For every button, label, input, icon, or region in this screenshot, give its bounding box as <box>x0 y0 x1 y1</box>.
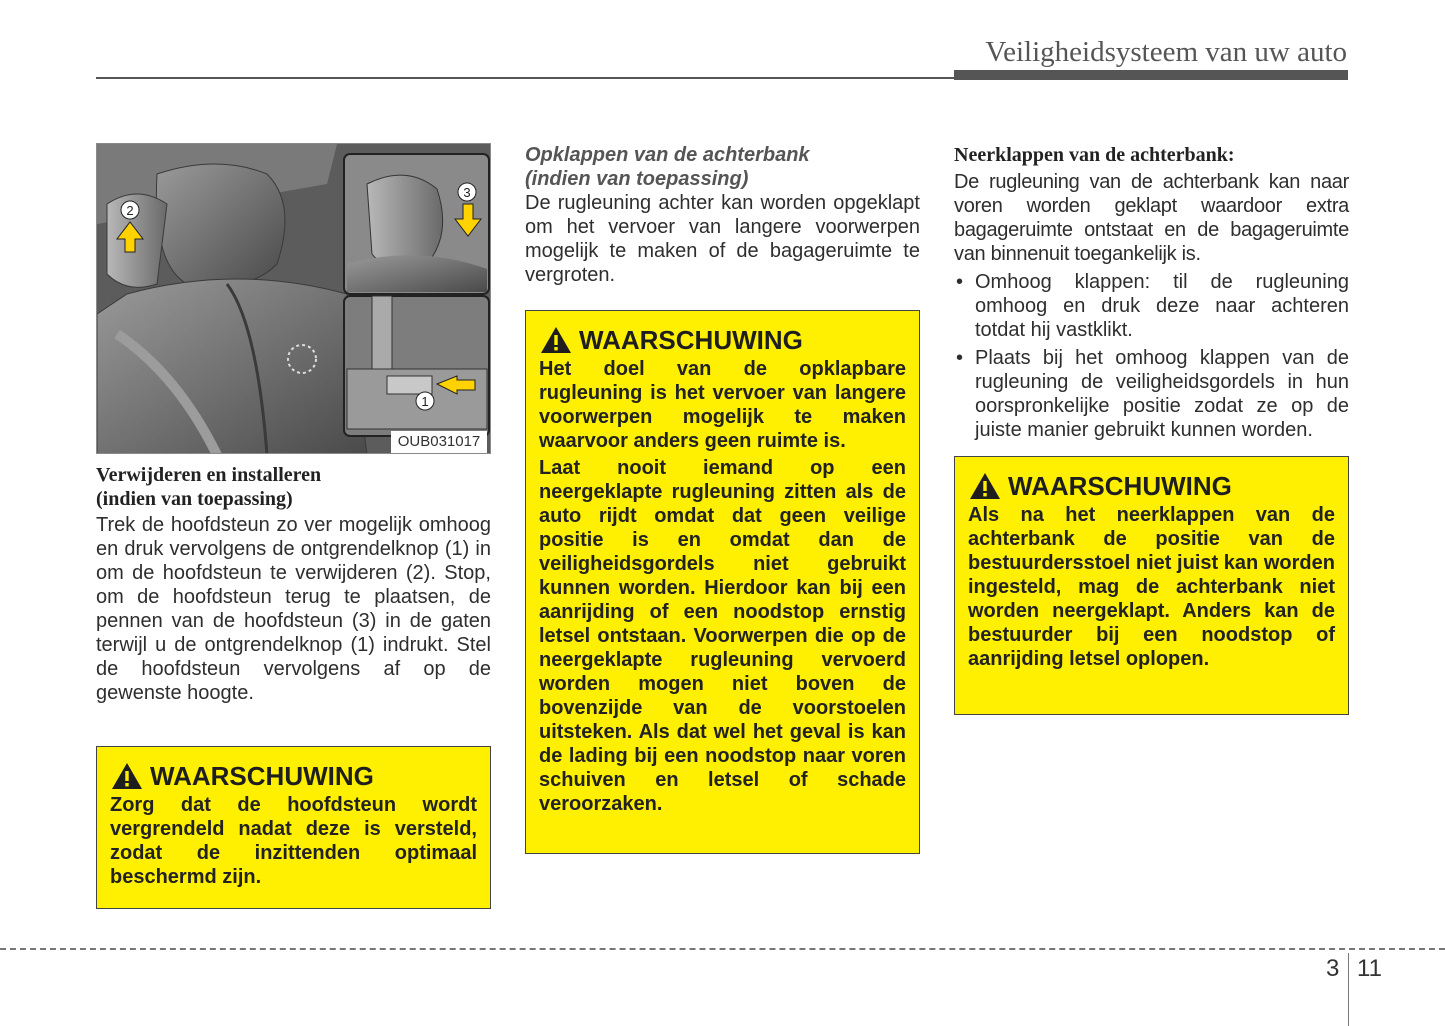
headrest-body: Trek de hoofdsteun zo ver mogelijk omhoog en druk vervolgens de ontgrendelknop (1) in om de hoofdsteun te verwijderen (2). Stop, om de hoofdsteun terug te plaatsen, de pennen van de hoofdsteun (3) in de gaten terwijl u de ontgrendelknop (1) indrukt. Stel de hoofdsteun vervolgens af op de gewenste hoogte. <box>96 514 491 704</box>
warning-text: Als na het neerklappen van de achterbank de positie van de bestuurdersstoel niet juist kan worden ingesteld, mag de achterbank niet worden neergeklapt. Anders kan de bestuurder bij een noodstop of aanrijding letsel oplopen. <box>968 504 1335 670</box>
headrest-heading-line1: Verwijderen en installeren <box>96 464 322 486</box>
column-left <box>96 143 491 705</box>
warning-title: WAARSCHUWING <box>579 325 803 355</box>
fold-up-heading <box>525 143 920 191</box>
warning-title: WAARSCHUWING <box>1008 471 1232 501</box>
footer-dashed-rule <box>0 948 1445 950</box>
fold-up-heading-line2: (indien van toepassing) <box>525 168 749 190</box>
bullet-marker: • <box>956 271 964 293</box>
page-number-divider <box>1348 953 1349 1026</box>
page-number: 11 <box>1357 955 1382 982</box>
column-middle <box>525 143 920 287</box>
headrest-illustration-drawing <box>97 144 491 454</box>
bullet-marker: • <box>956 347 964 369</box>
warning-box-headrest <box>96 746 491 909</box>
callout-3: 3 <box>463 185 471 200</box>
warning-header <box>110 761 477 791</box>
section-number: 3 <box>1326 955 1340 982</box>
column-right <box>954 143 1349 442</box>
warning-header <box>968 471 1335 501</box>
warning-box-fold-down <box>954 456 1349 715</box>
list-item <box>954 346 1349 442</box>
warning-title: WAARSCHUWING <box>150 761 374 791</box>
callout-1: 1 <box>421 394 429 409</box>
list-item-text: Plaats bij het omhoog klappen van de rugleuning de veiligheidsgordels in hun oorspronkelijke positie zodat ze op de juiste manier gebruikt kunnen worden. <box>975 347 1349 441</box>
header-accent-bar <box>954 70 1348 80</box>
warning-text: Zorg dat de hoofdsteun wordt vergrendeld nadat deze is versteld, zodat de inzittenden optimaal beschermd zijn. <box>110 794 477 888</box>
page-header-title: Veiligheidsysteem van uw auto <box>985 36 1347 68</box>
warning-text-no-sitting: Laat nooit iemand op een neergeklapte rugleuning zitten als de auto rijdt omdat dat geen veilige positie is en omdat dan de veiligheidsgordels niet gebruikt kunnen worden. Hierdoor kan bij een aanrijding of een noodstop ernstig letsel ontstaan. Voorwerpen die op de neergeklapte rugleuning vervoerd worden mogen niet boven de bovenzijde van de voorstoelen uitsteken. Als dat wel het geval is kan de lading bij een noodstop naar voren schuiven en letsel of schade veroorzaken. <box>539 457 906 815</box>
warning-text-purpose: Het doel van de opklapbare rugleuning is het vervoer van langere voorwerpen mogelijk te maken waarvoor anders geen ruimte is. <box>539 358 906 452</box>
warning-triangle-icon <box>539 325 573 355</box>
fold-up-body: De rugleuning achter kan worden opgeklapt om het vervoer van langere voorwerpen mogelijk te maken of de bagageruimte te vergroten. <box>525 192 920 286</box>
fold-down-bullets <box>954 270 1349 442</box>
fold-down-heading: Neerklappen van de achterbank: <box>954 144 1235 166</box>
warning-triangle-icon <box>968 471 1002 501</box>
headrest-illustration <box>96 143 491 454</box>
list-item-text: Omhoog klappen: til de rugleuning omhoog en druk deze naar achteren totdat hij vastklikt. <box>975 271 1349 341</box>
callout-2: 2 <box>126 203 134 218</box>
warning-header <box>539 325 906 355</box>
headrest-heading-line2: (indien van toepassing) <box>96 488 293 510</box>
warning-box-fold-up <box>525 310 920 854</box>
fold-up-heading-line1: Opklappen van de achterbank <box>525 144 810 166</box>
warning-triangle-icon <box>110 761 144 791</box>
figure-code: OUB031017 <box>391 431 487 453</box>
headrest-heading <box>96 463 491 511</box>
list-item <box>954 270 1349 342</box>
fold-down-body: De rugleuning van de achterbank kan naar voren worden geklapt waardoor extra bagageruimte ontstaat en de bagageruimte van binnenuit toegankelijk is. <box>954 171 1349 265</box>
